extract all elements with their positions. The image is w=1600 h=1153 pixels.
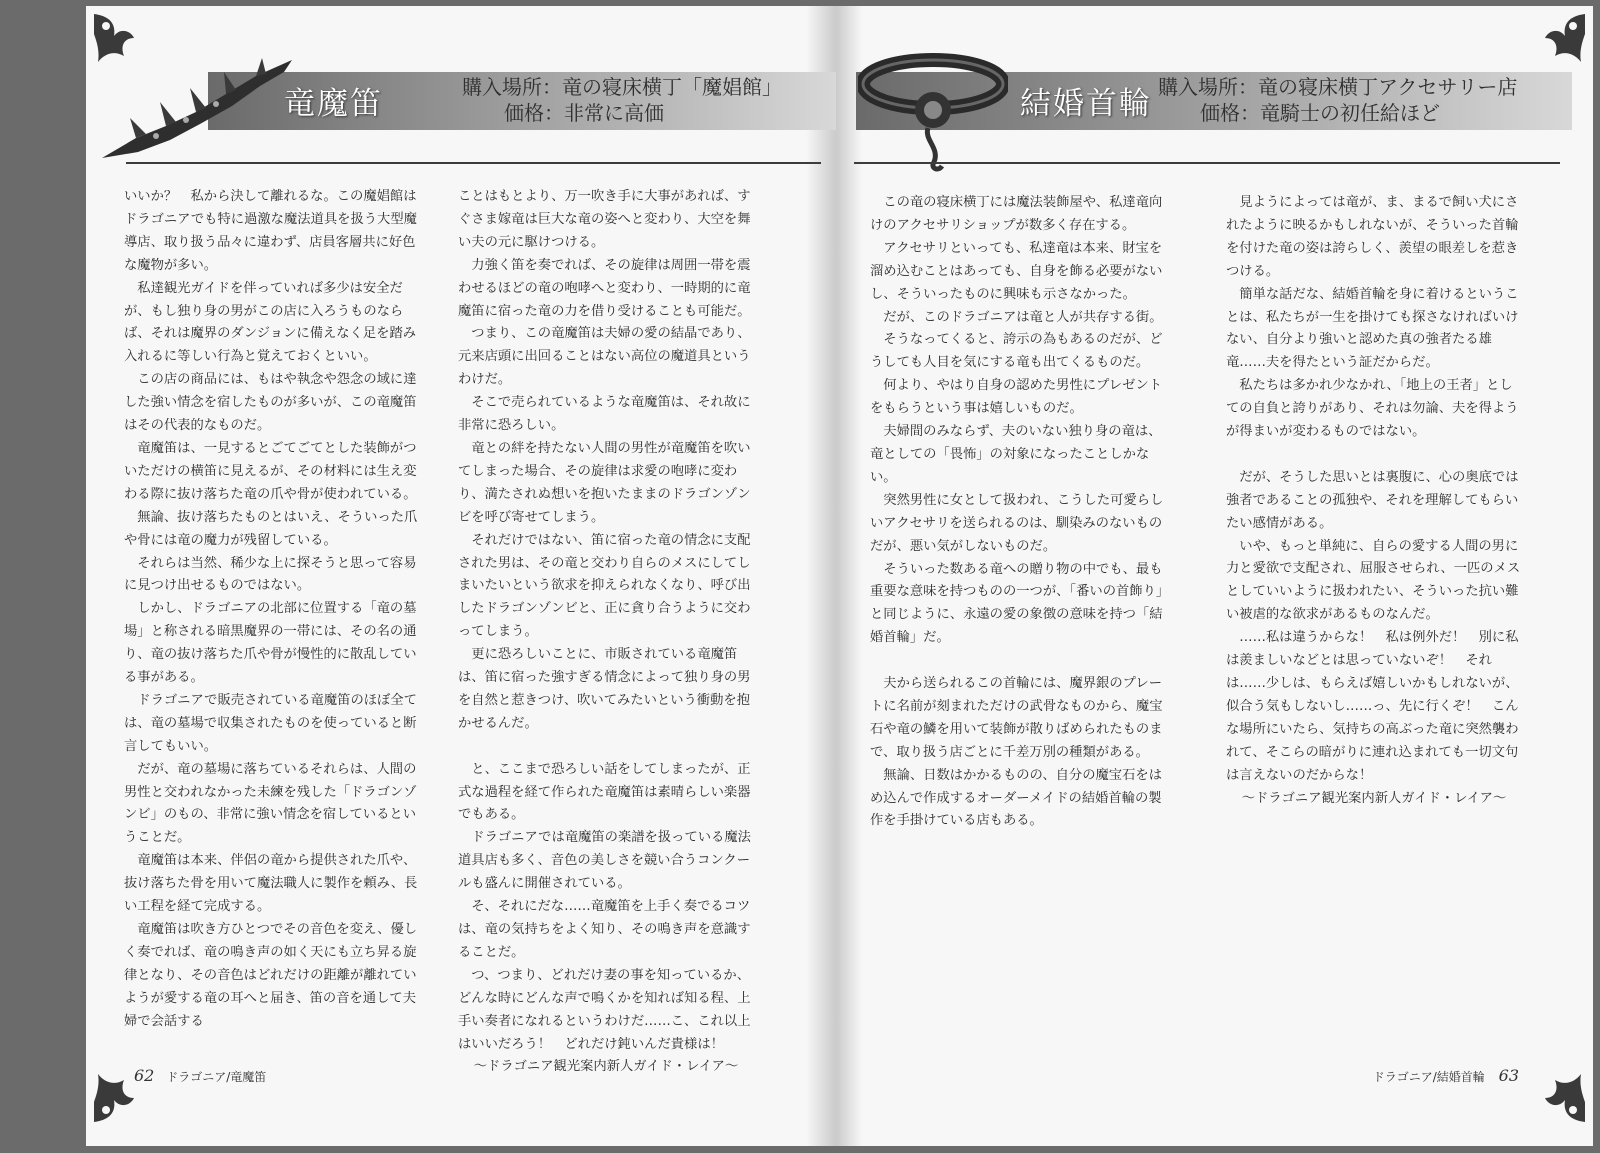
paragraph: 何より、やはり自身の認めた男性にプレゼントをもらうという事は嬉しいものだ。 [870,378,1162,417]
paragraph: そ、それにだな……竜魔笛を上手く奏でるコツは、竜の気持ちをよく知り、その鳴き声を意識することだ。 [458,899,751,960]
paragraph: だが、そうした思いとは裏腹に、心の奥底では強者であることの孤独や、それを理解してもらいたい感情がある。 [1226,469,1519,531]
paragraph: つ、つまり、どれだけ妻の事を知っているか、どんな時にどんな声で鳴くかを知れば知る程、上手い奏者になれるというわけだ……こ、これ以上はいいだろう！ どれだけ鈍いんだ貴様は！ [458,967,751,1052]
corner-ornament-icon [1533,10,1589,66]
paragraph: ……私は違うからな！ 私は例外だ！ 別に私は羨ましいなどとは思っていないぞ！ それは……少しは、もらえば嬉しいかもしれないが、似合う気もしないし……っ、先に行くぞ！ こんな場所にいたら、気持ちの高ぶった竜に突然襲われて、そこらの暗がりに連れ込まれても一切文句は言えないのだからな！ [1226,630,1519,783]
item-title: 結婚首輪 [1020,86,1152,122]
item-title: 竜魔笛 [284,86,383,122]
paragraph: 夫から送られるこの首輪には、魔界銀のプレートに名前が刻まれただけの武骨なものから、魔宝石や竜の鱗を用いて装飾が散りばめられたものまで、取り扱う店ごとに千差万別の種類がある。 [870,676,1163,760]
page-number: 62 [134,1066,155,1085]
left-page [86,6,836,1146]
paragraph: 私たちは多かれ少なかれ、「地上の王者」としての自負と誇りがあり、それは勿論、夫を得ようが得まいが変わるものではない。 [1226,378,1519,440]
footer-label: ドラゴニア/結婚首輪 [1372,1070,1485,1084]
gutter-shadow [806,6,836,1146]
footer-label: ドラゴニア/竜魔笛 [166,1070,267,1084]
paragraph: 私達観光ガイドを伴っていれば多少は安全だが、もし独り身の男がこの店に入ろうものならば、それは魔界のダンジョンに備えなく足を踏み入れるに等しい行為と覚えておくといい。 [124,280,417,365]
paragraph: だが、竜の墓場に落ちているそれらは、人間の男性と交われなかった未練を残した「ドラゴンゾンビ」のもの、非常に強い情念を宿しているということだ。 [124,761,417,846]
page-footer [134,1066,266,1085]
text-column-1 [870,192,1166,833]
page-number: 63 [1498,1066,1519,1085]
paragraph: いいか？ 私から決して離れるな。この魔娼館はドラゴニアでも特に過激な魔法道具を扱う大型魔導店、取り扱う品々に違わず、店員客層共に好色な魔物が多い。 [124,189,417,273]
paragraph: 竜魔笛は吹き方ひとつでその音色を変え、優しく奏でれば、竜の鳴き声の如く天にも立ち昇る旋律となり、その音色はどれだけの距離が離れていようが愛する竜の耳へと届き、笛の音を通して夫婦で会話する [124,922,418,1029]
paragraph: そういった数ある竜への贈り物の中でも、最も重要な意味を持つものの一つが、「番いの首飾り」と同じように、永遠の愛の象徴の意味を持つ「結婚首輪」だ。 [870,561,1163,646]
paragraph: そこで売られているような竜魔笛は、それ故に非常に恐ろしい。 [458,395,751,434]
spacer [870,650,1166,673]
paragraph: この店の商品には、もはや執念や怨念の域に達した強い情念を宿したものが多いが、この竜魔笛はその代表的なものだ。 [124,372,417,434]
paragraph: だが、このドラゴニアは竜と人が共存する街。 [883,309,1163,325]
paragraph: アクセサリといっても、私達竜は本来、財宝を溜め込むことはあっても、自身を飾る必要がないし、そういったものに興味も示さなかった。 [870,240,1163,302]
text-column-1 [124,186,420,1034]
paragraph: 力強く笛を奏でれば、その旋律は周囲一帯を震わせるほどの竜の咆哮へと変わり、一時期的に竜魔笛に宿った竜の力を借り受けることも可能だ。 [458,257,751,319]
dragon-flute-icon [96,54,296,162]
paragraph: ドラゴニアで販売されている竜魔笛のほぼ全ては、竜の墓場で収集されたものを使っていると断言してもいい。 [124,692,417,754]
signature: 〜ドラゴニア観光案内新人ガイド・レイア〜 [1241,790,1507,806]
purchase-place: 購入場所：竜の寝床横丁「魔娼館」 [462,75,782,99]
price: 価格：非常に高価 [504,101,664,125]
paragraph: 竜との絆を持たない人間の男性が竜魔笛を吹いてしまった場合、その旋律は求愛の咆哮に変わり、満たされぬ想いを抱いたままのドラゴンゾンビを呼び寄せてしまう。 [458,440,751,525]
paragraph: 無論、抜け落ちたものとはいえ、そういった爪や骨には竜の魔力が残留している。 [124,509,418,548]
paragraph: 無論、日数はかかるものの、自分の魔宝石をはめ込んで作成するオーダーメイドの結婚首輪の製作を手掛けている店もある。 [870,767,1162,829]
title-rule [126,162,821,164]
title-band [208,72,836,130]
text-column-2 [458,186,754,1079]
paragraph: つまり、この竜魔笛は夫婦の愛の結晶であり、元来店頭に出回ることはない高位の魔道具というわけだ。 [458,326,751,388]
right-page [836,6,1593,1146]
paragraph: 夫婦間のみならず、夫のいない独り身の竜は、竜としての「畏怖」の対象になったことしかない。 [870,424,1162,485]
paragraph: と、ここまで恐ろしい話をしてしまったが、正式な過程を経て作られた竜魔笛は素晴らしい楽器でもある。 [458,761,751,823]
page-footer [1373,1066,1519,1085]
paragraph: しかし、ドラゴニアの北部に位置する「竜の墓場」と称される暗黒魔界の一帯には、その名の通り、竜の抜け落ちた爪や骨が慢性的に散乱している事がある。 [124,601,417,686]
paragraph: それだけではない、笛に宿った竜の情念に支配された男は、その竜と交わり自らのメスにしてしまいたいという欲求を抑えられなくなり、呼び出したドラゴンゾンビと、正に貪り合うように交わってしまう。 [458,532,751,640]
paragraph: それらは当然、稀少な上に探そうと思って容易に見つけ出せるものではない。 [124,555,417,594]
spacer [1226,444,1522,467]
text-column-2 [1226,192,1522,810]
paragraph: ことはもとより、万一吹き手に大事があれば、すぐさま嫁竜は巨大な竜の姿へと変わり、大空を舞い夫の元に駆けつける。 [458,189,751,250]
purchase-place: 購入場所：竜の寝床横丁アクセサリー店 [1158,75,1518,99]
paragraph: 簡単な話だな、結婚首輪を身に着けるということは、私たちが一生を掛けても探さなければいけない、自分より強いと認めた真の強者たる雄竜……夫を得たという証だからだ。 [1226,286,1519,371]
paragraph: 更に恐ろしいことに、市販されている竜魔笛は、笛に宿った強すぎる情念によって独り身の男を自然と惹きつけ、吹いてみたいという衝動を抱かせるんだ。 [458,647,751,731]
collar-icon [858,44,1008,174]
spacer [458,736,754,759]
paragraph: 竜魔笛は本来、伴侶の竜から提供された爪や、抜け落ちた骨を用いて魔法職人に製作を頼み、長い工程を経て完成する。 [124,853,418,915]
corner-ornament-icon [1533,1070,1589,1126]
signature: 〜ドラゴニア観光案内新人ガイド・レイア〜 [473,1059,739,1075]
gutter-shadow [836,6,862,1146]
price: 価格：竜騎士の初任給ほど [1200,101,1440,125]
paragraph: 竜魔笛は、一見するとごてごてとした装飾がついただけの横笛に見えるが、その材料には生え変わる際に抜け落ちた竜の爪や骨が使われている。 [124,440,417,502]
paragraph: 突然男性に女として扱われ、こうした可愛らしいアクセサリを送られるのは、馴染みのないものだが、悪い気がしないものだ。 [870,492,1164,554]
paragraph: この竜の寝床横丁には魔法装飾屋や、私達竜向けのアクセサリショップが数多く存在する。 [870,195,1163,233]
paragraph: そうなってくると、誇示の為もあるのだが、どうしても人目を気にする竜も出てくるものだ。 [870,332,1163,371]
paragraph: 見ようによっては竜が、ま、まるで飼い犬にされたように映るかもしれないが、そういった首輪を付けた竜の姿は誇らしく、羨望の眼差しを惹きつける。 [1226,195,1519,279]
paragraph: いや、もっと単純に、自らの愛する人間の男に力と愛欲で支配され、屈服させられ、一匹のメスとしていいように扱われたい、そういった抗い難い被虐的な欲求があるものなんだ。 [1226,538,1521,623]
paragraph: ドラゴニアでは竜魔笛の楽譜を扱っている魔法道具店も多く、音色の美しさを競い合うコンクールも盛んに開催されている。 [458,830,751,892]
title-rule [854,162,1560,164]
